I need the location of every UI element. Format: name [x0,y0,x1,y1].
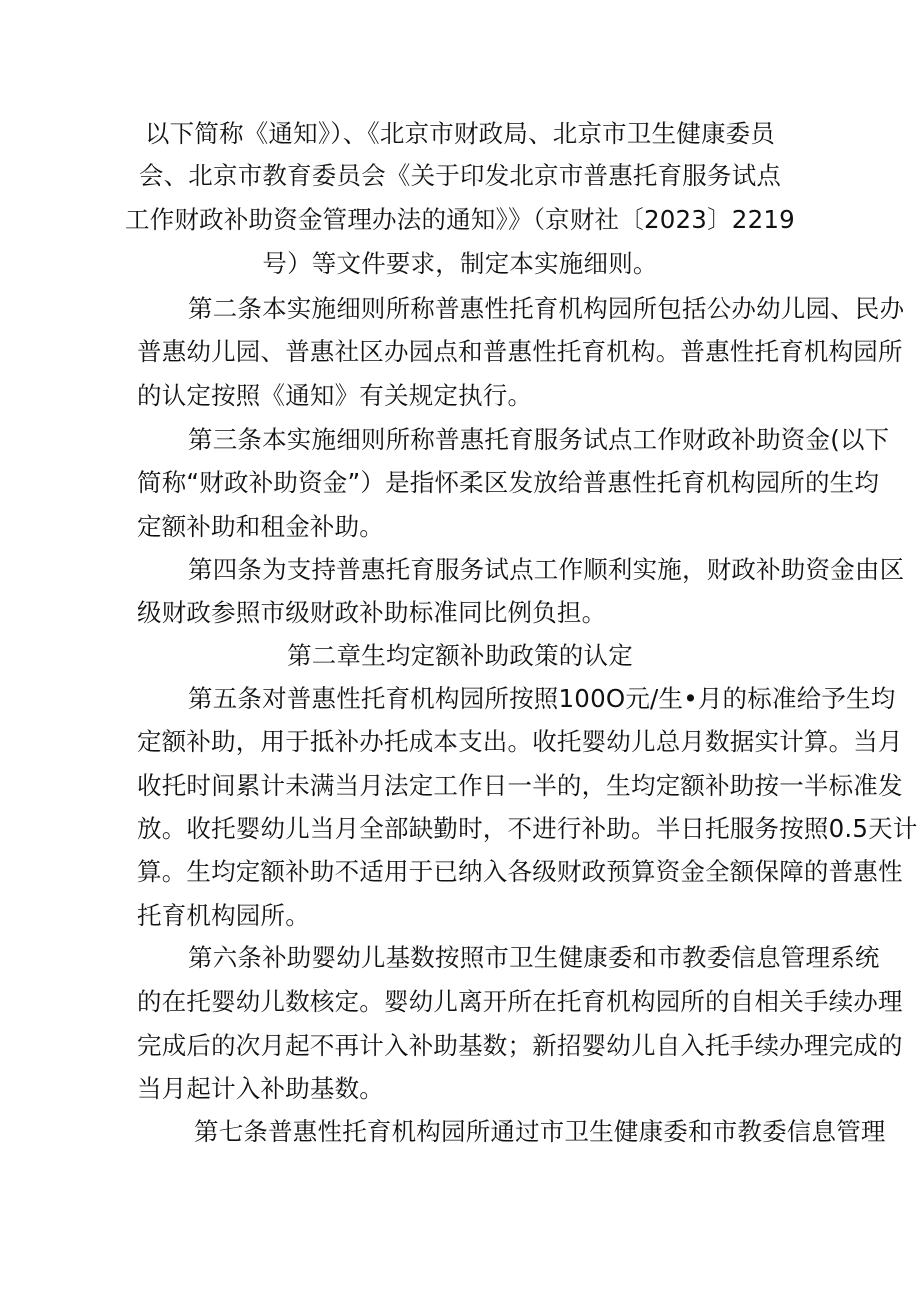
intro-line-1: 以下简称《通知》）、《北京市财政局、北京市卫生健康委员 [144,119,776,148]
article-5-line-3: 收托时间累计未满当月法定工作日一半的，生均定额补助按一半标准发 [137,771,903,800]
intro-line-2: 会、北京市教育委员会《关于印发北京市普惠托育服务试点 [138,161,782,190]
article-6-line-2: 的在托婴幼儿数核定。婴幼儿离开所在托育机构园所的自相关手续办理 [137,987,903,1016]
article-2-line-1: 第二条本实施细则所称普惠性托育机构园所包括公办幼儿园、民办 [188,294,905,323]
article-3-line-1: 第三条本实施细则所称普惠托育服务试点工作财政补助资金(以下 [188,425,890,454]
article-2-line-2: 普惠幼儿园、普惠社区办园点和普惠性托育机构。普惠性托育机构园所 [137,337,903,366]
article-2-line-3: 的认定按照《通知》有关规定执行。 [137,381,533,410]
article-6-line-4: 当月起计入补助基数。 [137,1074,384,1103]
article-3-line-3: 定额补助和租金补助。 [137,512,384,541]
intro-line-3: 工作财政补助资金管理办法的通知》》（京财社〔2023〕2219 [125,205,795,234]
article-6-line-3: 完成后的次月起不再计入补助基数；新招婴幼儿自入托手续办理完成的 [137,1031,903,1060]
chapter-2-title: 第二章生均定额补助政策的认定 [287,641,633,670]
article-5-line-4: 放。收托婴幼儿当月全部缺勤时，不进行补助。半日托服务按照0.5天计 [137,814,918,843]
article-5-line-2: 定额补助，用于抵补办托成本支出。收托婴幼儿总月数据实计算。当月 [137,727,903,756]
article-6-line-1: 第六条补助婴幼儿基数按照市卫生健康委和市教委信息管理系统 [188,943,880,972]
article-4-line-1: 第四条为支持普惠托育服务试点工作顺利实施，财政补助资金由区 [188,555,905,584]
article-4-line-2: 级财政参照市级财政补助标准同比例负担。 [137,598,607,627]
intro-line-4: 号）等文件要求，制定本实施细则。 [262,249,658,278]
article-3-line-2: 简称“财政补助资金”）是指怀柔区发放给普惠性托育机构园所的生均 [137,468,880,497]
article-5-line-5: 算。生均定额补助不适用于已纳入各级财政预算资金全额保障的普惠性 [137,857,903,886]
article-5-line-6: 托育机构园所。 [137,901,310,930]
article-7-line-1: 第七条普惠性托育机构园所通过市卫生健康委和市教委信息管理 [194,1117,886,1146]
article-5-line-1: 第五条对普惠性托育机构园所按照100O元/生•月的标准给予生均 [188,684,896,713]
